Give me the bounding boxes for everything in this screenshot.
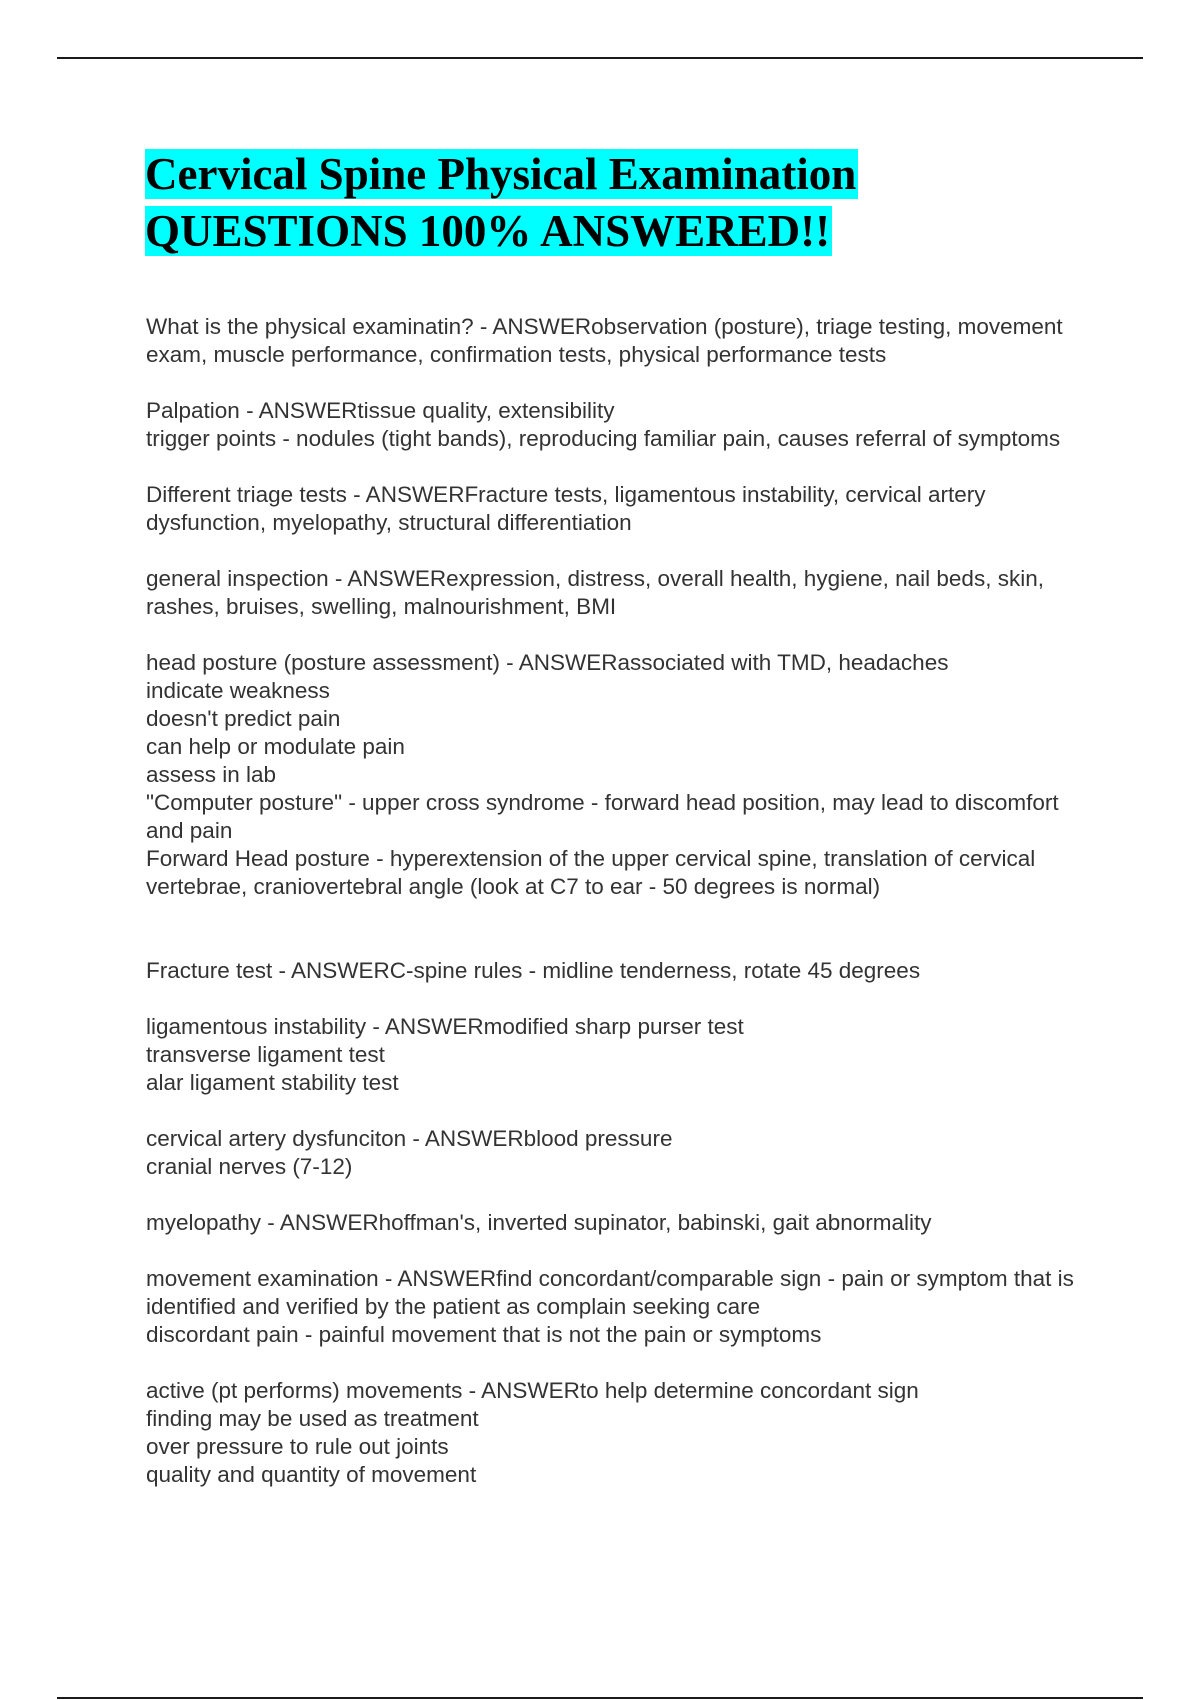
qa-line: doesn't predict pain: [146, 706, 341, 731]
document-title: [145, 146, 858, 260]
qa-line: movement examination - ANSWERfind concordant/comparable sign - pain or symptom that is identified and verified by the patient as complain seeking care: [146, 1266, 1074, 1319]
qa-line: active (pt performs) movements - ANSWERto help determine concordant sign: [146, 1378, 919, 1403]
qa-line: discordant pain - painful movement that is not the pain or symptoms: [146, 1322, 822, 1347]
qa-line: finding may be used as treatment: [146, 1406, 479, 1431]
qa-line: trigger points - nodules (tight bands), reproducing familiar pain, causes referral of symptoms: [146, 426, 1061, 451]
qa-line: "Computer posture" - upper cross syndrome - forward head position, may lead to discomfort and pain: [146, 790, 1059, 843]
qa-entry: [146, 397, 1086, 453]
title-line-2: [145, 203, 858, 260]
qa-line: can help or modulate pain: [146, 734, 405, 759]
qa-entry: [146, 1013, 1086, 1097]
qa-line: cranial nerves (7-12): [146, 1154, 353, 1179]
qa-entry: [146, 1265, 1086, 1349]
qa-line: Palpation - ANSWERtissue quality, extensibility: [146, 398, 615, 423]
top-rule: [57, 57, 1143, 59]
qa-list: [146, 313, 1086, 1517]
qa-entry: [146, 1377, 1086, 1489]
qa-entry: [146, 313, 1086, 369]
qa-line: What is the physical examinatin? - ANSWERobservation (posture), triage testing, movement exam, muscle performance, confirmation tests, physical performance tests: [146, 314, 1063, 367]
qa-line: myelopathy - ANSWERhoffman's, inverted supinator, babinski, gait abnormality: [146, 1210, 932, 1235]
qa-entry: [146, 565, 1086, 621]
qa-line: ligamentous instability - ANSWERmodified sharp purser test: [146, 1014, 744, 1039]
title-highlight: QUESTIONS 100% ANSWERED!!: [145, 206, 831, 256]
title-line-1: [145, 146, 858, 203]
qa-line: Different triage tests - ANSWERFracture tests, ligamentous instability, cervical artery dysfunction, myelopathy, structural differentiation: [146, 482, 986, 535]
title-highlight: Cervical Spine Physical Examination: [145, 149, 857, 199]
qa-line: Forward Head posture - hyperextension of the upper cervical spine, translation of cervical vertebrae, craniovertebral angle (look at C7 to ear - 50 degrees is normal): [146, 846, 1036, 899]
qa-entry: [146, 649, 1086, 901]
qa-line: assess in lab: [146, 762, 277, 787]
qa-line: indicate weakness: [146, 678, 330, 703]
qa-entry: [146, 1125, 1086, 1181]
qa-entry: [146, 1209, 1086, 1237]
qa-line: alar ligament stability test: [146, 1070, 399, 1095]
qa-entry: [146, 957, 1086, 985]
qa-entry: [146, 481, 1086, 537]
qa-line: quality and quantity of movement: [146, 1462, 477, 1487]
qa-line: transverse ligament test: [146, 1042, 385, 1067]
qa-line: general inspection - ANSWERexpression, distress, overall health, hygiene, nail beds, skin, rashes, bruises, swelling, malnourishment, BMI: [146, 566, 1044, 619]
qa-line: Fracture test - ANSWERC-spine rules - midline tenderness, rotate 45 degrees: [146, 958, 921, 983]
qa-line: over pressure to rule out joints: [146, 1434, 449, 1459]
bottom-rule: [57, 1697, 1143, 1699]
qa-line: head posture (posture assessment) - ANSWERassociated with TMD, headaches: [146, 650, 949, 675]
qa-line: cervical artery dysfunciton - ANSWERblood pressure: [146, 1126, 673, 1151]
